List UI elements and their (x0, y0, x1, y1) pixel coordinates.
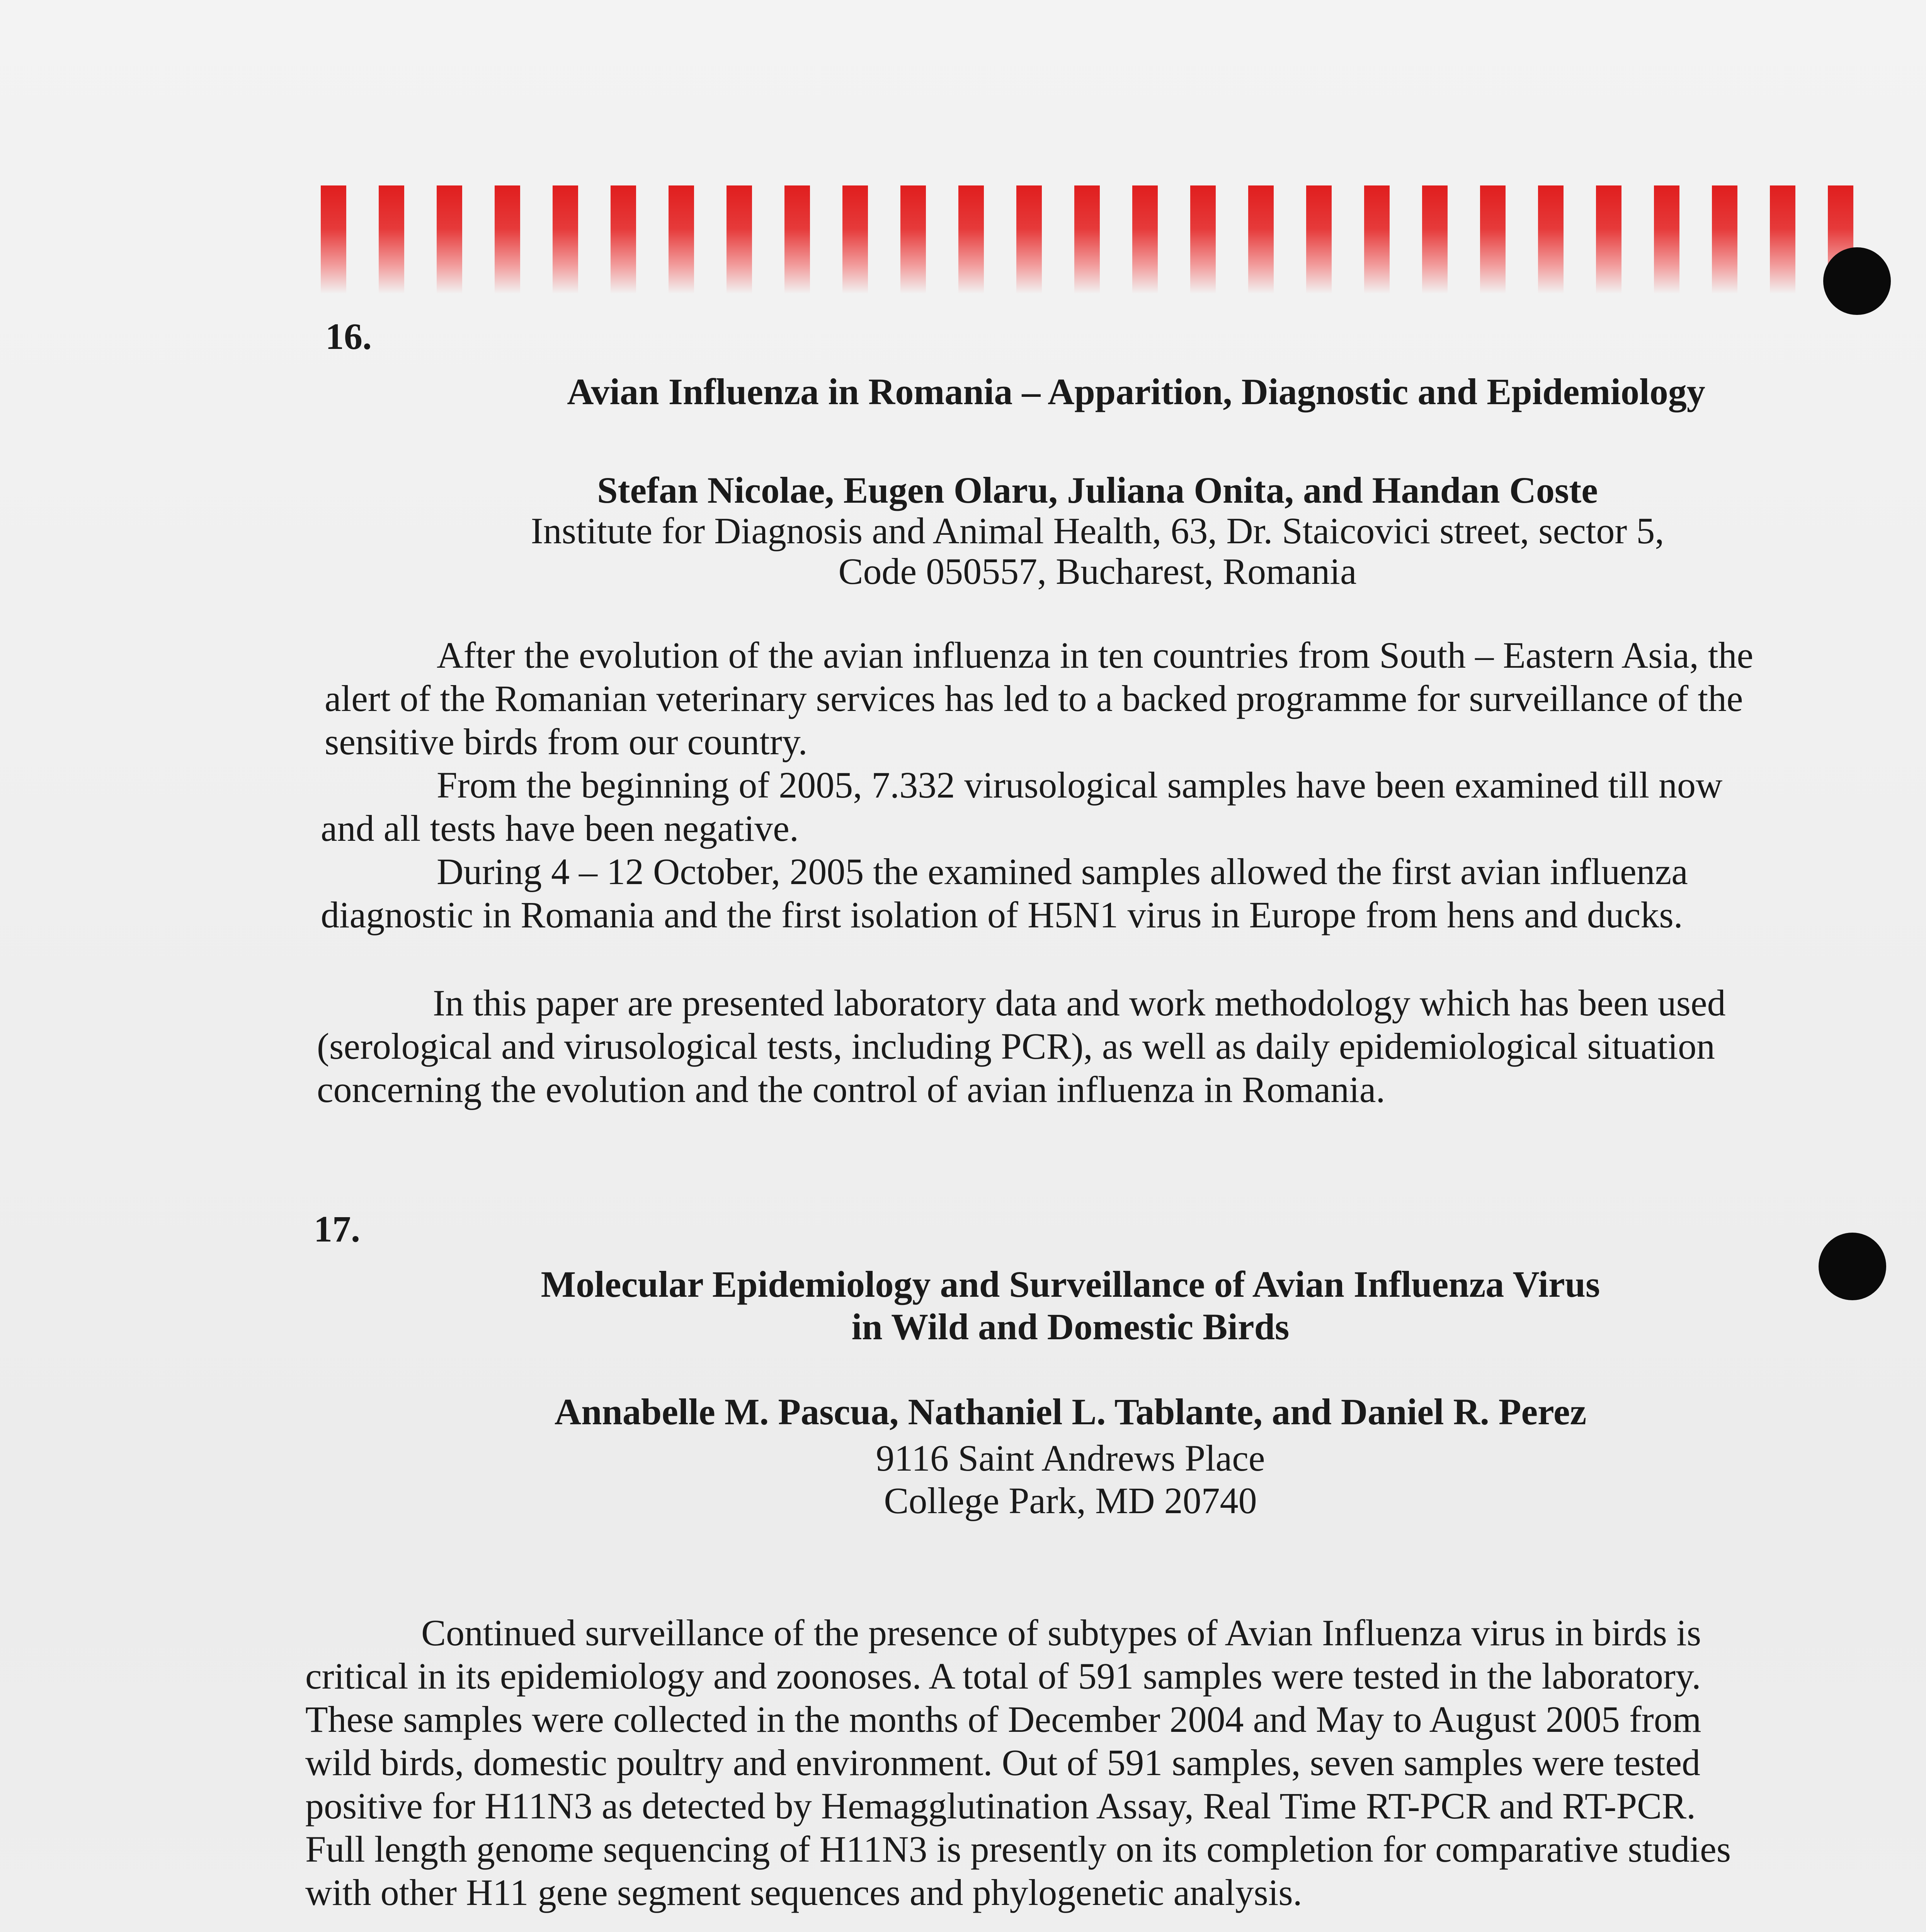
section-title-line: Molecular Epidemiology and Surveillance of Avian Influenza Virus (541, 1264, 1600, 1305)
stripe-bar (495, 185, 520, 294)
stripe-bar (1248, 185, 1274, 294)
stripe-bar (727, 185, 752, 294)
stripe-bar (611, 185, 636, 294)
stripe-bar (900, 185, 926, 294)
paragraph-line: From the beginning of 2005, 7.332 virusological samples have been examined till now (437, 764, 1723, 806)
paragraph-line: Continued surveillance of the presence of subtypes of Avian Influenza virus in birds is (421, 1612, 1701, 1653)
binder-hole-middle (1819, 1233, 1886, 1300)
decorative-stripe-band (321, 185, 1859, 294)
paragraph-line: After the evolution of the avian influenza in ten countries from South – Eastern Asia, the (437, 634, 1754, 676)
stripe-bar (321, 185, 346, 294)
paragraph-line: concerning the evolution and the control of avian influenza in Romania. (317, 1069, 1385, 1110)
stripe-bar (379, 185, 404, 294)
section-authors: Stefan Nicolae, Eugen Olaru, Juliana Onita, and Handan Coste (597, 469, 1598, 511)
section-authors: Annabelle M. Pascua, Nathaniel L. Tablante, and Daniel R. Perez (554, 1391, 1587, 1432)
paragraph-line: with other H11 gene segment sequences and phylogenetic analysis. (305, 1872, 1302, 1913)
stripe-bar (437, 185, 462, 294)
section-affiliation-line: College Park, MD 20740 (884, 1480, 1257, 1521)
stripe-bar (784, 185, 810, 294)
stripe-bar (958, 185, 984, 294)
paragraph-line: diagnostic in Romania and the first isolation of H5N1 virus in Europe from hens and ducks. (321, 894, 1683, 935)
section-affiliation-line: Institute for Diagnosis and Animal Health, 63, Dr. Staicovici street, sector 5, (531, 510, 1664, 551)
stripe-bar (1422, 185, 1448, 294)
paragraph-line: and all tests have been negative. (321, 808, 799, 849)
stripe-bar (1654, 185, 1679, 294)
paragraph-line: (serological and virusological tests, including PCR), as well as daily epidemiological situation (317, 1026, 1715, 1067)
stripe-bar (1480, 185, 1506, 294)
paragraph-line: Full length genome sequencing of H11N3 is presently on its completion for comparative studies (305, 1828, 1731, 1870)
paragraph-line: During 4 – 12 October, 2005 the examined samples allowed the first avian influenza (437, 851, 1688, 892)
section-title-line: in Wild and Domestic Birds (851, 1306, 1290, 1347)
stripe-bar (1538, 185, 1564, 294)
paragraph-line: These samples were collected in the months of December 2004 and May to August 2005 from (305, 1699, 1701, 1740)
stripe-bar (1770, 185, 1795, 294)
binder-hole-top (1823, 247, 1891, 315)
section-number: 17. (314, 1208, 360, 1250)
paragraph-line: positive for H11N3 as detected by Hemagglutination Assay, Real Time RT-PCR and RT-PCR. (305, 1785, 1696, 1827)
paragraph-line: alert of the Romanian veterinary services has led to a backed programme for surveillance of the (325, 678, 1743, 719)
stripe-bar (1132, 185, 1158, 294)
stripe-bar (1190, 185, 1216, 294)
stripe-bar (842, 185, 868, 294)
stripe-bar (1712, 185, 1737, 294)
stripe-bar (1596, 185, 1621, 294)
section-affiliation-line: Code 050557, Bucharest, Romania (838, 551, 1357, 592)
stripe-bar (1074, 185, 1100, 294)
paragraph-line: In this paper are presented laboratory data and work methodology which has been used (433, 982, 1726, 1024)
stripe-bar (553, 185, 578, 294)
paragraph-line: wild birds, domestic poultry and environment. Out of 591 samples, seven samples were tested (305, 1742, 1700, 1783)
section-affiliation-line: 9116 Saint Andrews Place (876, 1437, 1265, 1479)
paragraph-line: critical in its epidemiology and zoonoses. A total of 591 samples were tested in the laboratory. (305, 1655, 1701, 1697)
stripe-bar (669, 185, 694, 294)
section-number: 16. (325, 316, 372, 357)
paragraph-line: sensitive birds from our country. (325, 721, 808, 762)
stripe-bar (1016, 185, 1042, 294)
section-title: Avian Influenza in Romania – Apparition, Diagnostic and Epidemiology (567, 371, 1705, 412)
stripe-bar (1306, 185, 1332, 294)
stripe-bar (1364, 185, 1390, 294)
